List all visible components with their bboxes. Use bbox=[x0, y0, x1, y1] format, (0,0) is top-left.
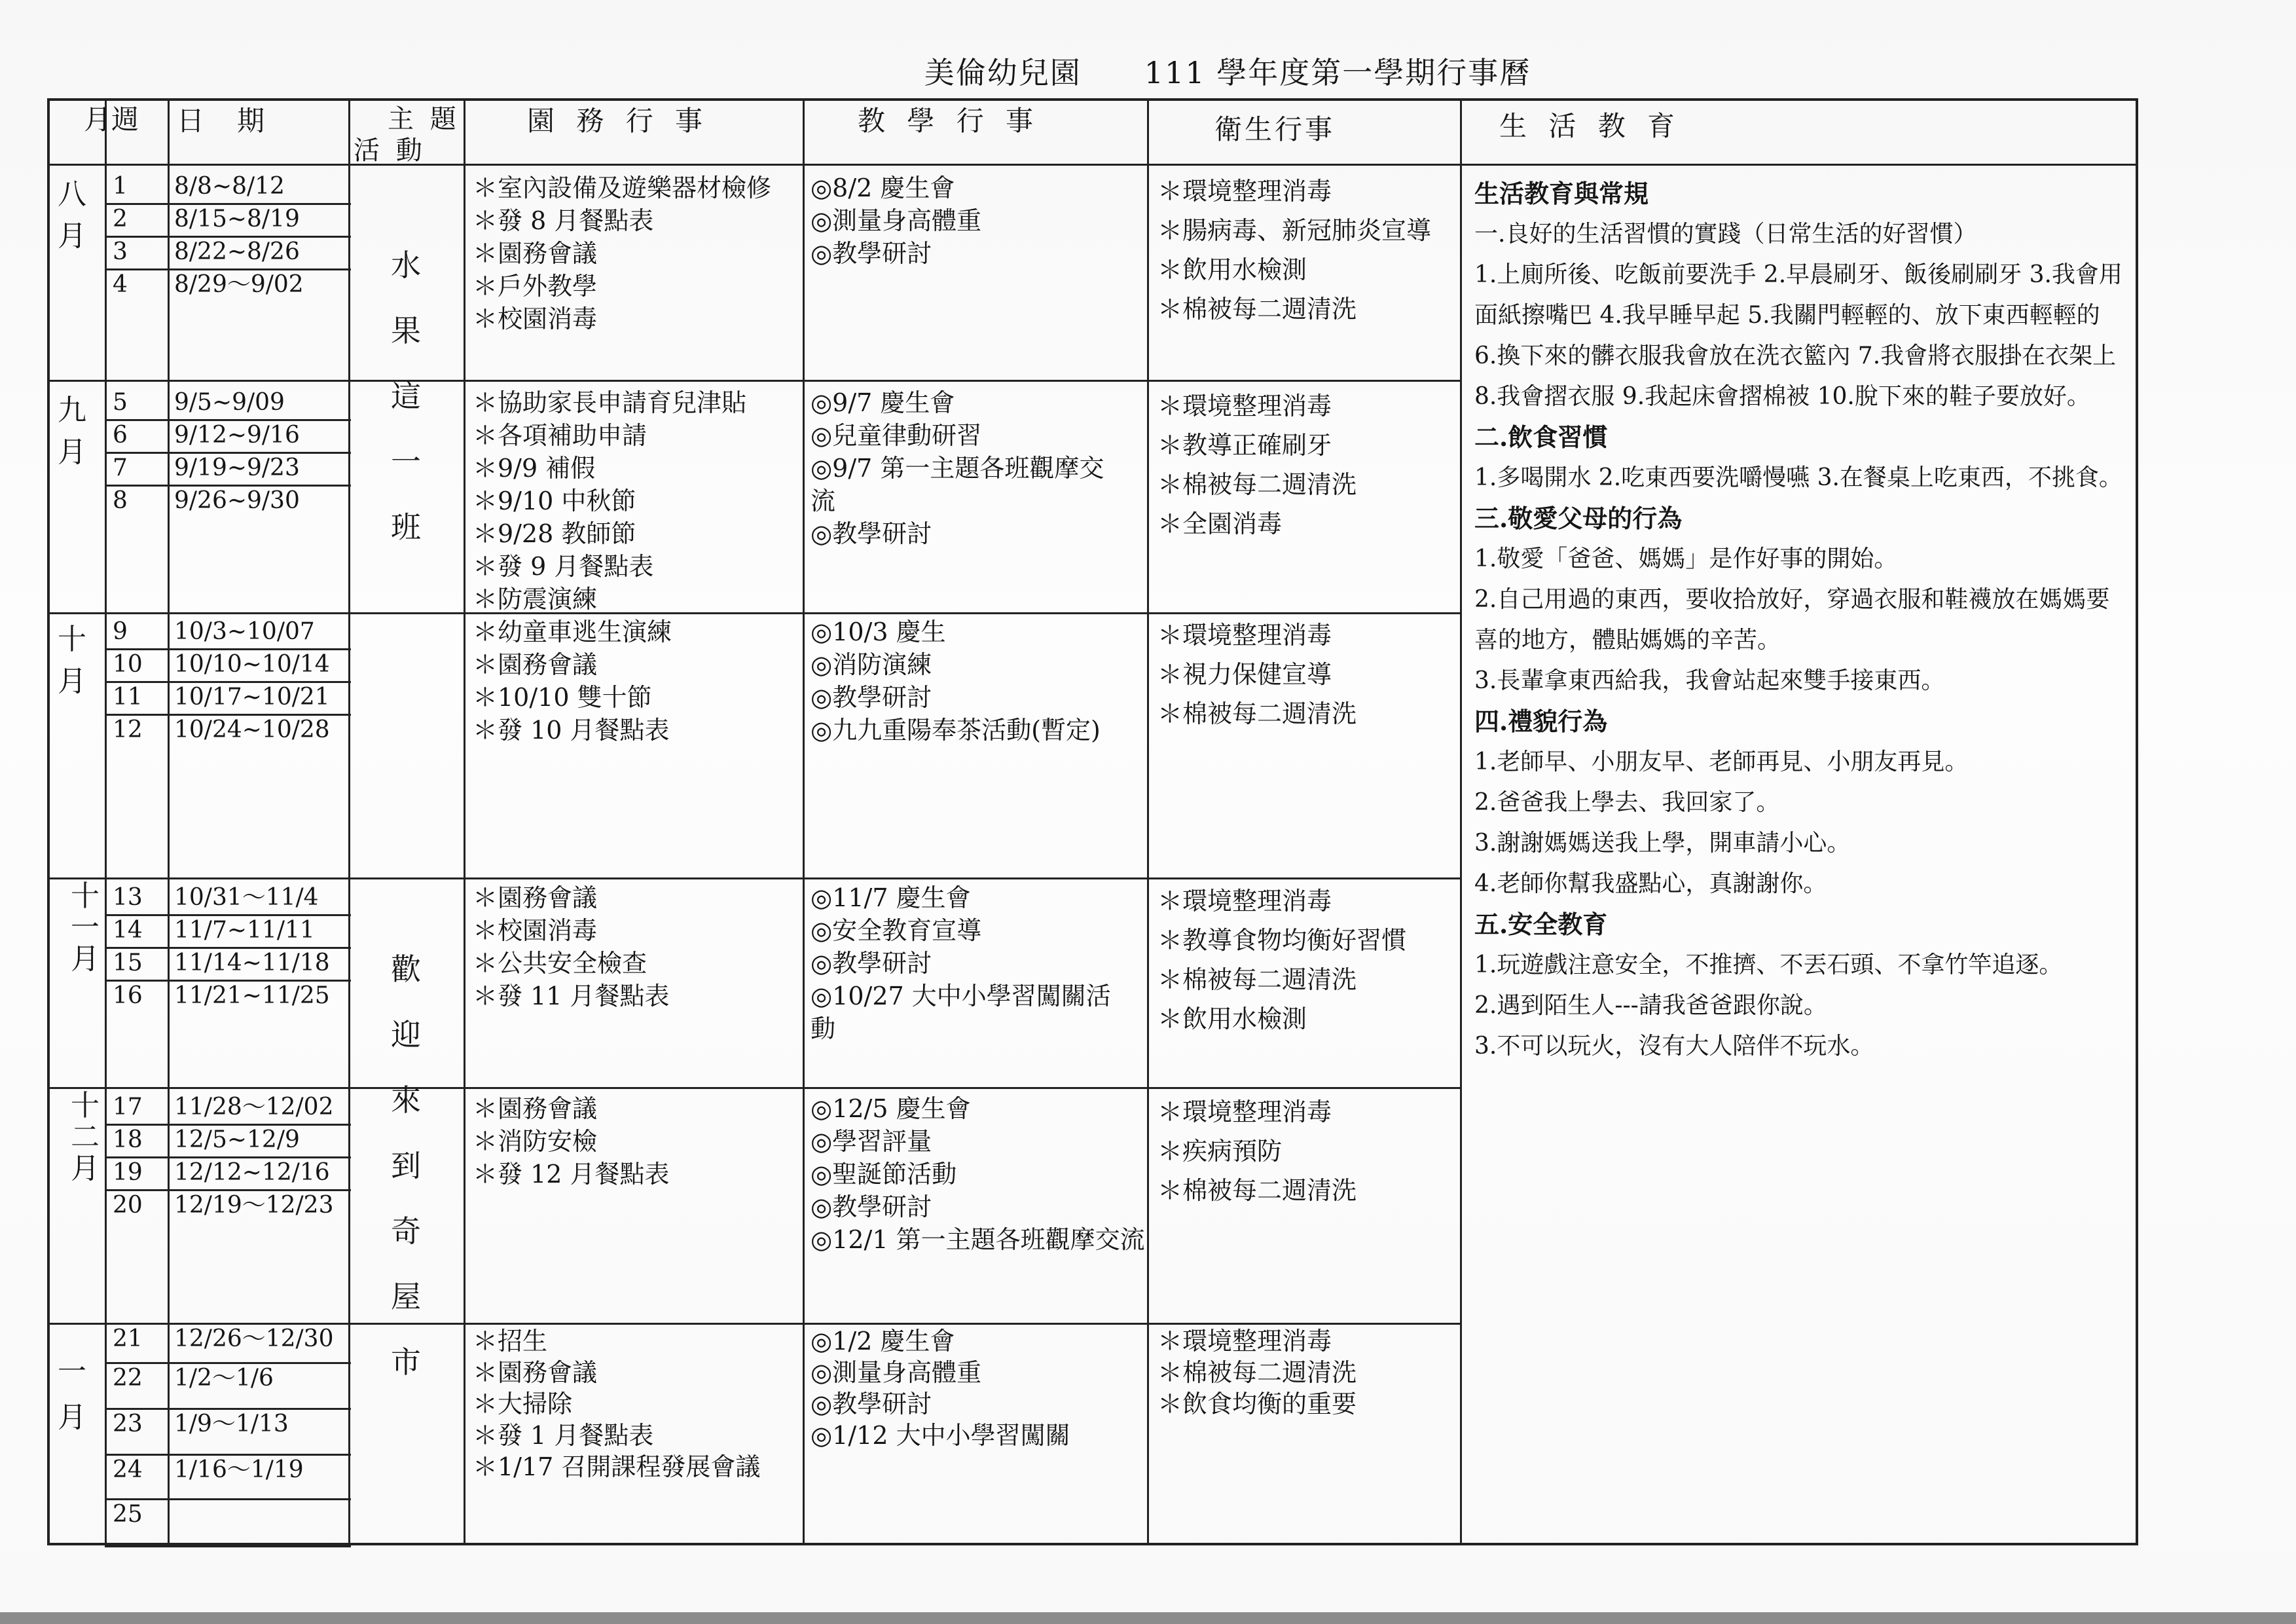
health-item: ＊棉被每二週清洗 bbox=[1157, 295, 1357, 323]
week-date-range: 11/14~11/18 bbox=[174, 950, 330, 976]
life-paragraph: 1.多喝開水 2.吃東西要洗嚼慢嚥 3.在餐桌上吃東西，不挑食。 bbox=[1474, 464, 2123, 491]
week-number: 9 bbox=[113, 618, 128, 645]
theme-line bbox=[348, 877, 464, 879]
teaching-item: ◎教學研討 bbox=[811, 683, 932, 712]
month-aug bbox=[52, 170, 92, 254]
life-heading: 三.敬愛父母的行為 bbox=[1474, 504, 1683, 533]
week-date-range: 12/26～12/30 bbox=[174, 1325, 334, 1352]
week-date-range: 12/19～12/23 bbox=[174, 1192, 334, 1219]
admin-list bbox=[473, 1092, 670, 1190]
week-number: 7 bbox=[113, 454, 128, 481]
health-item: ＊棉被每二週清洗 bbox=[1157, 1358, 1357, 1387]
health-item: ＊環境整理消毒 bbox=[1157, 887, 1332, 915]
month-dec bbox=[65, 1090, 105, 1185]
admin-item: ＊9/9 補假 bbox=[473, 454, 596, 483]
week-date-range: 1/9～1/13 bbox=[174, 1411, 289, 1437]
life-education-text bbox=[1474, 174, 2129, 1067]
teaching-item: ◎12/5 慶生會 bbox=[811, 1094, 971, 1123]
health-item: ＊棉被每二週清洗 bbox=[1157, 470, 1357, 499]
teaching-item: ◎1/2 慶生會 bbox=[811, 1327, 955, 1356]
health-list bbox=[1157, 386, 1357, 544]
admin-item: ＊招生 bbox=[473, 1327, 548, 1356]
teaching-item: ◎12/1 第一主題各班觀摩交流 bbox=[811, 1225, 1145, 1254]
health-list bbox=[1157, 616, 1357, 733]
week-date-range: 9/5~9/09 bbox=[174, 389, 285, 416]
week-date-range: 9/12~9/16 bbox=[174, 422, 300, 449]
header-life: 生 活 教 育 bbox=[1499, 110, 1682, 142]
month-char: 十 bbox=[71, 1089, 100, 1122]
admin-item: ＊協助家長申請育兒津貼 bbox=[473, 388, 747, 417]
week-number: 4 bbox=[113, 271, 128, 298]
admin-item: ＊防震演練 bbox=[473, 585, 598, 614]
admin-item: ＊公共安全檢查 bbox=[473, 949, 647, 978]
col-line-month bbox=[105, 98, 107, 1545]
week-number: 21 bbox=[113, 1325, 143, 1352]
admin-item: ＊園務會議 bbox=[473, 883, 598, 912]
teaching-item: ◎九九重陽奉茶活動(暫定) bbox=[811, 716, 1101, 745]
teaching-item: ◎教學研討 bbox=[811, 1390, 932, 1418]
admin-item: ＊9/28 教師節 bbox=[473, 519, 636, 548]
theme-char: 屋 bbox=[391, 1279, 421, 1314]
week-date-range: 11/7~11/11 bbox=[174, 917, 315, 944]
admin-list bbox=[473, 616, 672, 747]
col-line-teaching bbox=[1147, 98, 1149, 1545]
teaching-item: ◎10/27 大中小學習闖關活 bbox=[811, 982, 1111, 1010]
theme-char: 迎 bbox=[391, 1017, 421, 1052]
theme-char: 市 bbox=[391, 1344, 421, 1380]
col-line-health bbox=[1460, 98, 1462, 1545]
week-number: 23 bbox=[113, 1411, 143, 1437]
theme-char: 歡 bbox=[391, 951, 421, 987]
week-date-range: 8/15~8/19 bbox=[174, 206, 300, 232]
theme-char: 班 bbox=[391, 509, 421, 545]
teaching-list bbox=[811, 1325, 1070, 1451]
month-char: 一 bbox=[58, 1355, 86, 1388]
life-paragraph: 3.謝謝媽媽送我上學，開車請小心。 bbox=[1474, 830, 1851, 857]
week-date-range: 9/19~9/23 bbox=[174, 454, 300, 481]
header-theme-2: 活 動 bbox=[354, 136, 426, 166]
week-number: 12 bbox=[113, 716, 143, 743]
life-paragraph: 1.老師早、小朋友早、老師再見、小朋友再見。 bbox=[1474, 748, 1969, 775]
teaching-item: ◎1/12 大中小學習闖關 bbox=[811, 1421, 1070, 1450]
week-date-range: 8/22~8/26 bbox=[174, 238, 300, 265]
admin-item: ＊園務會議 bbox=[473, 1358, 598, 1387]
month-char: 月 bbox=[71, 1152, 100, 1185]
month-char: 月 bbox=[58, 219, 86, 253]
week-date-range: 8/8~8/12 bbox=[174, 173, 285, 200]
admin-item: ＊發 12 月餐點表 bbox=[473, 1160, 670, 1189]
header-health: 衛生行事 bbox=[1214, 113, 1336, 145]
month-char: 月 bbox=[58, 1401, 86, 1434]
teaching-item: ◎9/7 慶生會 bbox=[811, 388, 955, 417]
week-number: 18 bbox=[113, 1126, 143, 1153]
week-number: 22 bbox=[113, 1365, 143, 1392]
week-number: 8 bbox=[113, 487, 128, 514]
life-heading: 生活教育與常規 bbox=[1474, 179, 1649, 208]
health-item: ＊棉被每二週清洗 bbox=[1157, 699, 1357, 728]
admin-item: ＊9/10 中秋節 bbox=[473, 487, 636, 515]
admin-item: ＊發 10 月餐點表 bbox=[473, 716, 670, 745]
admin-list bbox=[473, 172, 771, 335]
week-number: 10 bbox=[113, 651, 143, 678]
life-paragraph: 4.老師你幫我盛點心，真謝謝你。 bbox=[1474, 870, 1827, 897]
health-item: ＊環境整理消毒 bbox=[1157, 1327, 1332, 1356]
health-item: ＊環境整理消毒 bbox=[1157, 1098, 1332, 1126]
week-number: 3 bbox=[113, 238, 128, 265]
admin-item: ＊室內設備及遊樂器材檢修 bbox=[473, 174, 772, 202]
theme-qiwu-city bbox=[386, 936, 426, 1395]
week-date-range: 1/16～1/19 bbox=[174, 1456, 304, 1483]
theme-char: 水 bbox=[391, 248, 421, 283]
week-date-range: 10/3~10/07 bbox=[174, 618, 315, 645]
health-list bbox=[1157, 881, 1406, 1039]
week-number: 2 bbox=[113, 206, 128, 232]
teaching-item: ◎聖誕節活動 bbox=[811, 1160, 957, 1189]
admin-item: ＊消防安檢 bbox=[473, 1127, 598, 1156]
month-char: 九 bbox=[58, 394, 86, 427]
health-item: ＊疾病預防 bbox=[1157, 1137, 1283, 1166]
header-admin: 園 務 行 事 bbox=[527, 105, 710, 137]
teaching-item: 流 bbox=[811, 487, 836, 515]
teaching-item: ◎教學研討 bbox=[811, 239, 932, 268]
health-item: ＊環境整理消毒 bbox=[1157, 392, 1332, 420]
month-sep bbox=[52, 386, 92, 470]
teaching-item: ◎消防演練 bbox=[811, 650, 932, 679]
col-line-date bbox=[348, 98, 350, 1545]
week-number: 1 bbox=[113, 173, 128, 200]
teaching-item: ◎教學研討 bbox=[811, 519, 932, 548]
month-oct bbox=[52, 616, 92, 699]
week-date-range: 11/21~11/25 bbox=[174, 982, 330, 1009]
life-paragraph: 3.不可以玩火，沒有大人陪伴不玩水。 bbox=[1474, 1033, 1874, 1060]
col-line-week bbox=[168, 98, 170, 1545]
admin-item: ＊發 1 月餐點表 bbox=[473, 1421, 654, 1450]
admin-item: ＊園務會議 bbox=[473, 1094, 598, 1123]
life-paragraph: 2.自己用過的東西，要收拾放好，穿過衣服和鞋襪放在媽媽要喜的地方，體貼媽媽的辛苦。 bbox=[1474, 586, 2110, 654]
week-number: 24 bbox=[113, 1456, 143, 1483]
life-paragraph: 一.良好的生活習慣的實踐（日常生活的好習慣） bbox=[1474, 221, 1977, 248]
life-paragraph: 2.爸爸我上學去、我回家了。 bbox=[1474, 789, 1780, 816]
week-date-range: 10/31～11/4 bbox=[174, 884, 319, 911]
theme-char: 來 bbox=[391, 1082, 421, 1118]
col-line-admin bbox=[803, 98, 805, 1545]
health-item: ＊教導正確刷牙 bbox=[1157, 431, 1332, 460]
week-date-range: 10/17~10/21 bbox=[174, 684, 330, 710]
life-paragraph: 2.遇到陌生人---請我爸爸跟你說。 bbox=[1474, 992, 1827, 1019]
week-number: 11 bbox=[113, 684, 143, 710]
theme-char: 這 bbox=[391, 378, 421, 414]
teaching-item: ◎教學研討 bbox=[811, 1192, 932, 1221]
header-teaching: 教 學 行 事 bbox=[858, 105, 1040, 137]
week-number: 17 bbox=[113, 1094, 143, 1120]
week-number: 15 bbox=[113, 950, 143, 976]
health-item: ＊棉被每二週清洗 bbox=[1157, 1176, 1357, 1205]
week-number: 13 bbox=[113, 884, 143, 911]
life-paragraph: 1.玩遊戲注意安全，不推擠、不丟石頭、不拿竹竿追逐。 bbox=[1474, 951, 2063, 978]
teaching-list bbox=[811, 172, 981, 270]
month-char: 八 bbox=[58, 177, 86, 211]
col-line-theme bbox=[464, 98, 465, 1545]
month-char: 十 bbox=[58, 623, 86, 656]
month-char: 月 bbox=[58, 665, 86, 698]
week-date-range: 11/28～12/02 bbox=[174, 1094, 334, 1120]
month-nov bbox=[65, 881, 105, 975]
theme-char: 果 bbox=[391, 313, 421, 348]
admin-item: ＊幼童車逃生演練 bbox=[473, 618, 672, 646]
teaching-item: ◎測量身高體重 bbox=[811, 206, 982, 235]
week-number: 6 bbox=[113, 422, 128, 449]
week-date-range: 9/26~9/30 bbox=[174, 487, 300, 514]
teaching-item: ◎11/7 慶生會 bbox=[811, 883, 971, 912]
month-jan bbox=[52, 1349, 92, 1441]
health-item: ＊環境整理消毒 bbox=[1157, 621, 1332, 650]
week-date-range: 12/5~12/9 bbox=[174, 1126, 300, 1153]
admin-item: ＊校園消毒 bbox=[473, 916, 598, 945]
header-date: 日 期 bbox=[177, 105, 268, 137]
health-item: ＊飲食均衡的重要 bbox=[1157, 1390, 1357, 1418]
header-week: 週 bbox=[111, 103, 146, 136]
block-line-1 bbox=[47, 380, 1461, 382]
theme-char: 奇 bbox=[391, 1213, 421, 1249]
health-item: ＊飲用水檢測 bbox=[1157, 1005, 1307, 1033]
life-paragraph: 1.上廁所後、吃飯前要洗手 2.早晨刷牙、飯後刷刷牙 3.我會用面紙擦嘴巴 4.我早睡早起 5.我關門輕輕的、放下東西輕輕的 6.換下來的髒衣服我會放在洗衣籃內 7.我會將衣服掛在衣架上 8.我會摺衣服 9.我起床會摺棉被 10.脫下來的鞋子要放好。 bbox=[1474, 261, 2123, 410]
health-list bbox=[1157, 1325, 1357, 1420]
teaching-list bbox=[811, 616, 1101, 747]
health-item: ＊環境整理消毒 bbox=[1157, 177, 1332, 206]
admin-item: ＊發 9 月餐點表 bbox=[473, 552, 654, 581]
week-number: 25 bbox=[113, 1501, 143, 1528]
teaching-list bbox=[811, 881, 1111, 1045]
life-heading: 五.安全教育 bbox=[1474, 910, 1608, 939]
week-date-range: 12/12~12/16 bbox=[174, 1159, 330, 1186]
header-month: 月 bbox=[84, 103, 118, 136]
admin-list bbox=[473, 386, 746, 616]
teaching-item: ◎8/2 慶生會 bbox=[811, 174, 955, 202]
admin-item: ＊園務會議 bbox=[473, 650, 598, 679]
health-item: ＊全園消毒 bbox=[1157, 509, 1283, 538]
admin-item: ＊發 8 月餐點表 bbox=[473, 206, 654, 235]
document-title: 美倫幼兒園 111 學年度第一學期行事曆 bbox=[924, 55, 1531, 90]
health-item: ＊視力保健宣導 bbox=[1157, 660, 1332, 689]
life-paragraph: 1.敬愛「爸爸、媽媽」是作好事的開始。 bbox=[1474, 545, 1898, 572]
teaching-item: 動 bbox=[811, 1014, 836, 1043]
life-paragraph: 3.長輩拿東西給我，我會站起來雙手接東西。 bbox=[1474, 667, 1945, 694]
month-char: 月 bbox=[58, 435, 86, 469]
teaching-item: ◎測量身高體重 bbox=[811, 1358, 982, 1387]
admin-item: ＊大掃除 bbox=[473, 1390, 573, 1418]
health-item: ＊飲用水檢測 bbox=[1157, 255, 1307, 284]
week-number: 19 bbox=[113, 1159, 143, 1186]
health-list bbox=[1157, 1092, 1357, 1210]
teaching-item: ◎學習評量 bbox=[811, 1127, 932, 1156]
admin-item: ＊各項補助申請 bbox=[473, 421, 647, 450]
header-theme-1: 主 題 bbox=[388, 104, 460, 134]
week-date-range: 10/10~10/14 bbox=[174, 651, 330, 678]
teaching-list bbox=[811, 386, 1104, 550]
admin-item: ＊戶外教學 bbox=[473, 272, 598, 301]
week-row-line bbox=[105, 1545, 351, 1547]
teaching-item: ◎9/7 第一主題各班觀摩交 bbox=[811, 454, 1104, 483]
admin-item: ＊發 11 月餐點表 bbox=[473, 982, 670, 1010]
health-item: ＊教導食物均衡好習慣 bbox=[1157, 926, 1407, 955]
month-char: 一 bbox=[71, 911, 100, 944]
week-date-range: 10/24~10/28 bbox=[174, 716, 330, 743]
block-line-4 bbox=[47, 1087, 1461, 1089]
health-item: ＊腸病毒、新冠肺炎宣導 bbox=[1157, 216, 1432, 245]
week-date-range: 1/2～1/6 bbox=[174, 1365, 274, 1392]
week-number: 5 bbox=[113, 389, 128, 416]
month-char: 月 bbox=[71, 942, 100, 976]
teaching-item: ◎安全教育宣導 bbox=[811, 916, 982, 945]
theme-char: 到 bbox=[391, 1148, 421, 1183]
block-line-2 bbox=[47, 612, 1461, 614]
scan-edge bbox=[0, 1612, 2296, 1624]
admin-item: ＊10/10 雙十節 bbox=[473, 683, 652, 712]
life-heading: 二.飲食習慣 bbox=[1474, 422, 1608, 452]
admin-item: ＊校園消毒 bbox=[473, 304, 598, 333]
month-char: 十 bbox=[71, 879, 100, 913]
week-number: 20 bbox=[113, 1192, 143, 1219]
teaching-list bbox=[811, 1092, 1145, 1256]
admin-list bbox=[473, 881, 670, 1012]
month-char: 二 bbox=[71, 1120, 100, 1154]
admin-list bbox=[473, 1325, 760, 1483]
week-number: 14 bbox=[113, 917, 143, 944]
block-line-3 bbox=[47, 877, 1461, 879]
teaching-item: ◎教學研討 bbox=[811, 949, 932, 978]
health-item: ＊棉被每二週清洗 bbox=[1157, 965, 1357, 994]
theme-char: 一 bbox=[391, 444, 421, 479]
theme-fruit bbox=[386, 232, 426, 560]
health-list bbox=[1157, 172, 1431, 329]
life-heading: 四.禮貌行為 bbox=[1474, 707, 1608, 736]
teaching-item: ◎兒童律動研習 bbox=[811, 421, 982, 450]
week-number: 16 bbox=[113, 982, 143, 1009]
teaching-item: ◎10/3 慶生 bbox=[811, 618, 946, 646]
admin-item: ＊1/17 召開課程發展會議 bbox=[473, 1452, 761, 1481]
week-date-range: 8/29～9/02 bbox=[174, 271, 304, 298]
admin-item: ＊園務會議 bbox=[473, 239, 598, 268]
